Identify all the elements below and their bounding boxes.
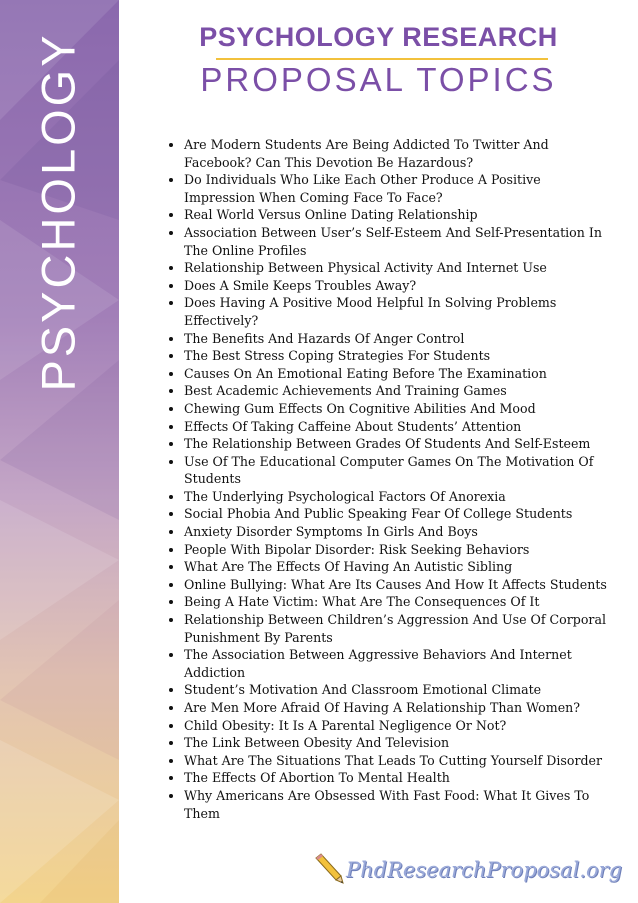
page-title-line1: PSYCHOLOGY RESEARCH	[199, 22, 558, 52]
pencil-icon	[312, 852, 344, 888]
list-item: • Causes On An Emotional Eating Before The Examination	[184, 365, 614, 383]
page-title-line2: PROPOSAL TOPICS	[200, 61, 557, 98]
list-item: • Social Phobia And Public Speaking Fear Of College Students	[184, 505, 614, 523]
title-divider	[216, 58, 548, 60]
list-item: • The Underlying Psychological Factors Of Anorexia	[184, 488, 614, 506]
list-item: • Effects Of Taking Caffeine About Students’ Attention	[184, 418, 614, 436]
list-item: • Real World Versus Online Dating Relationship	[184, 206, 614, 224]
list-item: • The Relationship Between Grades Of Students And Self-Esteem	[184, 435, 614, 453]
list-item: • Relationship Between Children’s Aggression And Use Of Corporal Punishment By Parents	[184, 611, 614, 646]
list-item: • Why Americans Are Obsessed With Fast Food: What It Gives To Them	[184, 787, 614, 822]
list-item: • The Link Between Obesity And Television	[184, 734, 614, 752]
list-item: • Does A Smile Keeps Troubles Away?	[184, 277, 614, 295]
list-item: • People With Bipolar Disorder: Risk Seeking Behaviors	[184, 541, 614, 559]
list-item: • Association Between User’s Self-Esteem And Self-Presentation In The Online Profiles	[184, 224, 614, 259]
list-item: • The Best Stress Coping Strategies For Students	[184, 347, 614, 365]
list-item: • Best Academic Achievements And Training Games	[184, 382, 614, 400]
brand-wordmark: PhdResearchProposal.org	[346, 858, 623, 882]
list-item: • Do Individuals Who Like Each Other Produce A Positive Impression When Coming Face To Face?	[184, 171, 614, 206]
list-item: • Use Of The Educational Computer Games On The Motivation Of Students	[184, 453, 614, 488]
list-item: • Being A Hate Victim: What Are The Consequences Of It	[184, 593, 614, 611]
sidebar-band	[0, 0, 119, 903]
list-item: • What Are The Situations That Leads To Cutting Yourself Disorder	[184, 752, 614, 770]
sidebar-label: PSYCHOLOGY	[31, 32, 85, 392]
list-item: • Anxiety Disorder Symptoms In Girls And Boys	[184, 523, 614, 541]
list-item: • Are Men More Afraid Of Having A Relationship Than Women?	[184, 699, 614, 717]
list-item: • Chewing Gum Effects On Cognitive Abilities And Mood	[184, 400, 614, 418]
list-item: • Relationship Between Physical Activity And Internet Use	[184, 259, 614, 277]
footer-brand[interactable]	[312, 848, 623, 888]
list-item: • Are Modern Students Are Being Addicted To Twitter And Facebook? Can This Devotion Be Hazardous?	[184, 136, 614, 171]
topics-list	[163, 136, 614, 822]
list-item: • The Association Between Aggressive Behaviors And Internet Addiction	[184, 646, 614, 681]
list-item: • Online Bullying: What Are Its Causes And How It Affects Students	[184, 576, 614, 594]
list-item: • The Effects Of Abortion To Mental Health	[184, 769, 614, 787]
list-item: • Child Obesity: It Is A Parental Negligence Or Not?	[184, 717, 614, 735]
list-item: • The Benefits And Hazards Of Anger Control	[184, 330, 614, 348]
list-item: • What Are The Effects Of Having An Autistic Sibling	[184, 558, 614, 576]
list-item: • Does Having A Positive Mood Helpful In Solving Problems Effectively?	[184, 294, 614, 329]
list-item: • Student’s Motivation And Classroom Emotional Climate	[184, 681, 614, 699]
